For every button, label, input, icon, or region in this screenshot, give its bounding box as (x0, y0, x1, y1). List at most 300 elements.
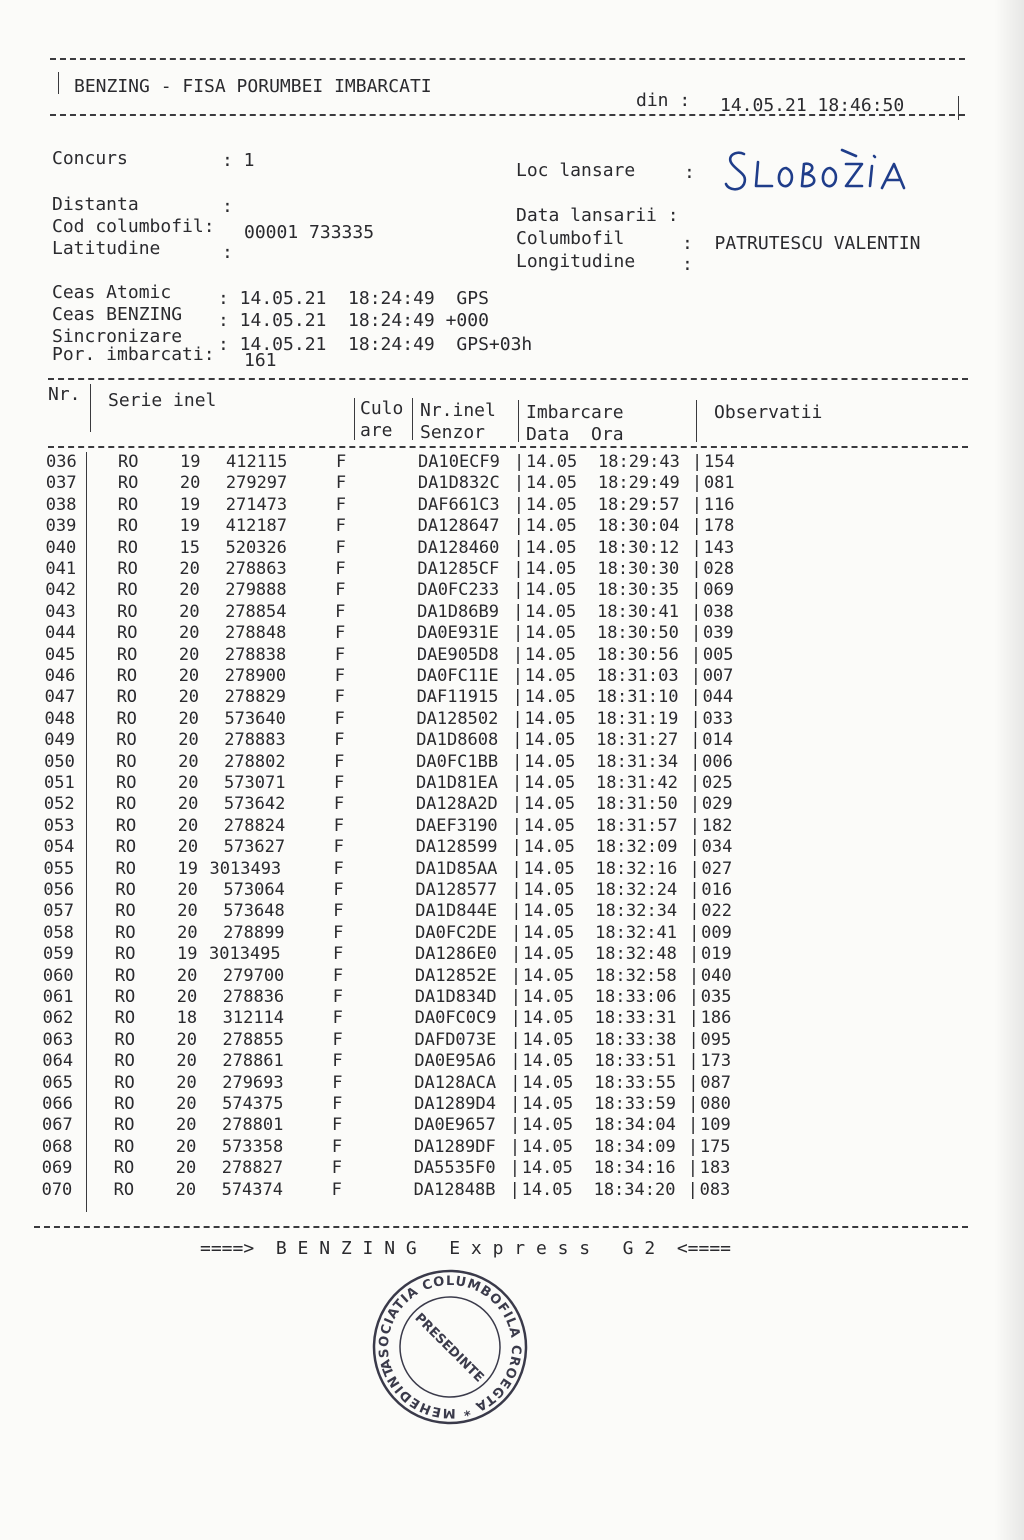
table-row (0, 880, 1024, 901)
row-country: RO (117, 473, 139, 494)
row-time: 18:31:10 (596, 687, 679, 708)
row-sep: | (513, 601, 524, 622)
row-sex: F (332, 1094, 343, 1114)
row-year: 19 (179, 494, 201, 515)
print-datetime: 14.05.21 18:46:50 (720, 95, 905, 116)
row-time: 18:31:34 (596, 751, 679, 772)
row-observatii: 035 (700, 987, 732, 1007)
row-ring: 278836 (222, 987, 285, 1007)
row-sex: F (334, 623, 346, 644)
row-sex: F (333, 944, 344, 965)
row-date: 14.05 (524, 730, 576, 751)
table-row (0, 666, 1024, 687)
row-sep: | (687, 1136, 699, 1157)
row-sep: | (691, 473, 703, 494)
row-country: RO (114, 1094, 135, 1114)
col-sep-nrinel (518, 400, 519, 442)
row-time: 18:31:57 (595, 815, 678, 836)
row-time: 18:31:27 (596, 730, 679, 751)
row-date: 14.05 (523, 944, 575, 965)
table-row (0, 1137, 1024, 1158)
table-row (0, 1073, 1024, 1094)
row-sensor: DA128577 (415, 880, 498, 900)
row-sex: F (336, 452, 347, 472)
row-time: 18:31:50 (595, 794, 678, 815)
row-nr: 048 (44, 708, 76, 729)
row-year: 20 (179, 559, 200, 579)
row-ring: 271473 (225, 494, 288, 515)
row-sep: | (690, 644, 702, 665)
row-sex: F (333, 858, 344, 879)
row-year: 20 (178, 687, 200, 708)
row-sex: F (335, 601, 346, 622)
row-ring: 278824 (223, 815, 286, 836)
ceas-atomic-value: : 14.05.21 18:24:49 GPS (218, 288, 489, 309)
row-ring: 278848 (224, 623, 287, 644)
row-sep: | (511, 858, 522, 879)
row-year: 20 (176, 987, 198, 1007)
row-date: 14.05 (522, 965, 575, 986)
row-sex: F (334, 751, 345, 772)
table-row (0, 559, 1024, 580)
table-row (0, 452, 1024, 473)
row-time: 18:32:41 (595, 922, 678, 943)
row-nr: 058 (43, 922, 74, 943)
row-nr: 056 (43, 880, 75, 900)
row-ring: 3013495 (209, 944, 281, 965)
table-row (0, 1180, 1024, 1201)
row-year: 20 (176, 1051, 197, 1072)
row-time: 18:30:12 (597, 537, 680, 558)
row-observatii: 081 (703, 473, 735, 494)
row-sep: | (511, 837, 522, 858)
row-year: 15 (179, 537, 200, 558)
col-header-nr: Nr. (48, 384, 81, 405)
latitudine-label: Latitudine (52, 238, 161, 259)
row-nr: 045 (44, 644, 76, 665)
row-ring: 278861 (222, 1051, 284, 1072)
row-ring: 573642 (223, 794, 286, 815)
row-time: 18:32:34 (595, 901, 678, 922)
longitudine-label: Longitudine (516, 251, 636, 272)
row-sep: | (691, 537, 702, 558)
row-ring: 573358 (221, 1136, 284, 1157)
row-sep: | (512, 730, 523, 751)
table-bottom-divider (34, 1226, 968, 1228)
row-country: RO (116, 751, 137, 772)
row-year: 20 (177, 922, 198, 943)
row-sep: | (691, 601, 702, 622)
row-sep: | (688, 1008, 699, 1029)
row-sep: | (689, 794, 701, 815)
row-year: 20 (178, 644, 200, 665)
row-observatii: 033 (702, 708, 734, 729)
row-nr: 038 (45, 494, 77, 515)
row-nr: 059 (43, 944, 74, 965)
row-date: 14.05 (522, 987, 574, 1007)
row-observatii: 044 (702, 687, 734, 708)
row-time: 18:34:04 (593, 1115, 676, 1136)
stamp-outer-text: ASOCIATIA COLUMBOFILA CROEGTA * MEHEDINTI (376, 1273, 524, 1421)
table-row (0, 966, 1024, 987)
row-sep: | (687, 1158, 698, 1179)
row-sex: F (335, 516, 346, 537)
row-sep: | (688, 1051, 699, 1072)
row-observatii: 038 (703, 601, 734, 622)
row-sep: | (689, 922, 700, 943)
row-sensor: DA1D834D (414, 987, 497, 1007)
row-sep: | (687, 1179, 698, 1200)
row-ring: 278863 (225, 559, 287, 579)
row-observatii: 019 (701, 944, 732, 965)
columbofil-label: Columbofil (516, 228, 625, 249)
row-sensor: DA128A2D (415, 794, 498, 815)
row-country: RO (118, 452, 139, 472)
row-observatii: 095 (700, 1029, 732, 1050)
loc-lansare-sep: : (684, 162, 695, 183)
row-sensor: DA128ACA (414, 1072, 497, 1093)
row-date: 14.05 (525, 473, 578, 494)
row-nr: 036 (46, 452, 77, 472)
row-sep: | (689, 837, 700, 858)
row-sep: | (692, 452, 703, 472)
table-row (0, 709, 1024, 730)
sincronizare-label: Sincronizare (52, 326, 183, 347)
row-country: RO (114, 987, 136, 1007)
row-sep: | (512, 773, 523, 793)
row-year: 19 (180, 452, 201, 472)
row-country: RO (117, 494, 139, 515)
row-sensor: DA128599 (415, 837, 498, 858)
row-sep: | (510, 1094, 521, 1114)
row-sep: | (511, 880, 522, 900)
row-observatii: 009 (701, 922, 732, 943)
row-time: 18:33:31 (594, 1008, 677, 1029)
row-date: 14.05 (521, 1136, 574, 1157)
row-ring: 279297 (225, 473, 288, 494)
row-date: 14.05 (522, 1051, 574, 1072)
row-year: 20 (177, 901, 198, 922)
row-sensor: DA0FC1BB (416, 751, 499, 772)
row-sep: | (509, 1179, 520, 1200)
row-nr: 054 (43, 837, 75, 858)
por-imbarcati-value: 161 (244, 350, 277, 371)
col-header-culo: Culo (360, 398, 404, 419)
row-observatii: 028 (703, 559, 735, 579)
row-sep: | (691, 494, 702, 515)
row-sex: F (334, 644, 346, 665)
row-sep: | (511, 901, 522, 922)
loc-lansare-label: Loc lansare (516, 160, 636, 181)
row-observatii: 175 (699, 1136, 731, 1157)
row-nr: 067 (41, 1115, 73, 1136)
table-row (0, 1030, 1024, 1051)
row-date: 14.05 (525, 494, 577, 515)
row-ring: 278883 (224, 730, 286, 751)
row-sensor: DA1D8608 (416, 730, 499, 751)
row-time: 18:33:51 (594, 1051, 677, 1072)
row-year: 19 (177, 858, 198, 879)
columbofil-value: : PATRUTESCU VALENTIN (682, 233, 921, 254)
row-country: RO (117, 580, 138, 601)
row-observatii: 029 (701, 794, 733, 815)
row-sex: F (332, 1051, 343, 1072)
row-sensor: DA10ECF9 (418, 452, 500, 472)
top-divider (50, 58, 965, 60)
col-sep-culo (412, 398, 413, 440)
row-sep: | (514, 452, 525, 472)
row-sex: F (333, 901, 344, 922)
table-row (0, 580, 1024, 601)
col-header-senzor: Senzor (420, 422, 486, 443)
row-ring: 278855 (222, 1029, 284, 1050)
row-country: RO (113, 1179, 135, 1200)
row-country: RO (115, 901, 136, 922)
row-time: 18:32:58 (594, 965, 677, 986)
row-sensor: DA1D832C (417, 473, 500, 494)
row-ring: 278802 (224, 751, 286, 772)
row-sex: F (332, 987, 343, 1007)
row-date: 14.05 (525, 559, 577, 579)
row-time: 18:34:16 (593, 1158, 676, 1179)
ceas-benzing-value: : 14.05.21 18:24:49 +000 (218, 310, 489, 331)
row-ring: 573648 (223, 901, 285, 922)
row-nr: 060 (42, 965, 74, 986)
row-ring: 574374 (221, 1179, 283, 1200)
row-observatii: 178 (703, 516, 735, 537)
col-header-nrinel: Nr.inel (420, 400, 496, 421)
row-sep: | (511, 794, 523, 815)
distanta-label: Distanta (52, 194, 139, 215)
row-observatii: 006 (702, 751, 733, 772)
stamp-inner-text: PRESEDINTE (411, 1310, 487, 1386)
row-nr: 057 (43, 901, 74, 922)
row-sep: | (691, 559, 702, 579)
row-sep: | (513, 580, 524, 601)
row-year: 20 (178, 708, 199, 729)
row-date: 14.05 (526, 452, 578, 472)
row-year: 20 (175, 1115, 197, 1136)
row-sensor: DA0FC2DE (415, 922, 498, 943)
row-sensor: DAF661C3 (417, 494, 500, 515)
row-time: 18:32:48 (595, 944, 677, 965)
row-ring: 520326 (225, 537, 287, 558)
table-row (0, 730, 1024, 751)
row-sensor: DA1D86B9 (417, 601, 499, 622)
row-nr: 037 (45, 473, 77, 494)
row-sex: F (331, 1136, 343, 1157)
row-country: RO (113, 1158, 135, 1179)
row-ring: 278827 (221, 1158, 284, 1179)
row-year: 20 (176, 1072, 197, 1093)
table-row (0, 794, 1024, 815)
row-ring: 412115 (226, 452, 288, 472)
row-sep: | (510, 1051, 521, 1072)
table-row (0, 1051, 1024, 1072)
table-row (0, 687, 1024, 708)
table-row (0, 645, 1024, 666)
body-sep-nr (86, 452, 87, 1212)
row-nr: 066 (42, 1094, 73, 1114)
row-sex: F (332, 965, 344, 986)
row-sensor: DA128647 (417, 516, 500, 537)
row-sep: | (691, 580, 702, 601)
row-sep: | (509, 1136, 521, 1157)
table-row (0, 816, 1024, 837)
footer-brand: ====> B E N Z I N G E x p r e s s G 2 <==== (200, 1238, 732, 1259)
row-sex: F (331, 1115, 343, 1136)
row-country: RO (116, 730, 137, 751)
row-date: 14.05 (524, 773, 576, 793)
row-date: 14.05 (525, 537, 577, 558)
row-sensor: DA0FC11E (416, 666, 499, 686)
latitudine-value: : (222, 242, 233, 263)
row-sex: F (333, 794, 345, 815)
row-sensor: DA1289DF (413, 1136, 496, 1157)
row-sensor: DA128502 (416, 708, 499, 729)
row-sensor: DA0E95A6 (414, 1051, 497, 1072)
row-ring: 278838 (224, 644, 287, 665)
row-sex: F (332, 1029, 343, 1050)
row-country: RO (115, 794, 137, 815)
row-time: 18:31:42 (596, 773, 678, 793)
row-year: 20 (178, 666, 200, 686)
row-sex: F (331, 1179, 342, 1200)
row-year: 20 (179, 601, 200, 622)
row-date: 14.05 (522, 1008, 574, 1029)
row-sep: | (689, 815, 701, 836)
row-sensor: DA1D844E (415, 901, 498, 922)
row-ring: 312114 (222, 1008, 285, 1029)
row-year: 20 (176, 1029, 197, 1050)
row-nr: 046 (44, 666, 76, 686)
row-year: 20 (179, 473, 201, 494)
table-row (0, 773, 1024, 794)
row-date: 14.05 (523, 858, 575, 879)
row-sep: | (512, 751, 523, 772)
row-year: 20 (178, 773, 199, 793)
row-observatii: 040 (700, 965, 732, 986)
row-observatii: 027 (701, 858, 733, 879)
row-date: 14.05 (524, 623, 577, 644)
table-row (0, 1008, 1024, 1029)
row-sensor: DA1286E0 (415, 944, 497, 965)
row-nr: 063 (42, 1029, 74, 1050)
row-ring: 278854 (225, 601, 287, 622)
row-sex: F (332, 1072, 343, 1093)
row-sep: | (510, 1029, 521, 1050)
row-sep: | (689, 901, 700, 922)
row-country: RO (116, 666, 138, 686)
row-ring: 574375 (222, 1094, 284, 1114)
row-nr: 055 (43, 858, 75, 879)
row-time: 18:32:24 (595, 880, 678, 900)
row-sep: | (688, 987, 699, 1007)
row-country: RO (116, 773, 137, 793)
cod-columbofil-value: 00001 733335 (244, 222, 375, 243)
row-sep: | (691, 516, 702, 537)
col-header-data-ora: Data Ora (526, 424, 624, 445)
row-sex: F (333, 815, 345, 836)
row-year: 20 (177, 794, 199, 815)
row-time: 18:32:16 (595, 858, 678, 879)
row-sep: | (689, 858, 700, 879)
row-sep: | (512, 623, 524, 644)
table-row (0, 473, 1024, 494)
row-sex: F (333, 880, 344, 900)
table-row (0, 901, 1024, 922)
row-year: 20 (177, 837, 199, 858)
row-time: 18:33:38 (594, 1029, 677, 1050)
cod-columbofil-label: Cod columbofil: (52, 216, 215, 237)
row-date: 14.05 (525, 580, 577, 601)
row-sep: | (513, 494, 524, 515)
row-date: 14.05 (522, 1094, 574, 1114)
table-row (0, 495, 1024, 516)
row-sex: F (332, 1008, 343, 1029)
row-sensor: DA12852E (414, 965, 497, 986)
row-country: RO (114, 1008, 136, 1029)
row-observatii: 022 (701, 901, 732, 922)
row-nr: 047 (44, 687, 76, 708)
table-row (0, 538, 1024, 559)
row-sep: | (689, 944, 700, 965)
row-time: 18:30:41 (597, 601, 679, 622)
row-ring: 573071 (224, 773, 286, 793)
row-time: 18:34:09 (593, 1136, 676, 1157)
row-year: 20 (175, 1158, 197, 1179)
row-sep: | (513, 559, 524, 579)
row-sex: F (331, 1158, 342, 1179)
row-sep: | (512, 666, 523, 686)
row-nr: 069 (41, 1158, 73, 1179)
row-date: 14.05 (523, 815, 575, 836)
row-sex: F (335, 473, 347, 494)
row-sensor: DA5535F0 (413, 1158, 496, 1179)
row-sex: F (335, 537, 346, 558)
row-sensor: DA1D81EA (416, 773, 498, 793)
row-sep: | (510, 987, 521, 1007)
table-row (0, 1158, 1024, 1179)
row-nr: 068 (41, 1136, 73, 1157)
row-country: RO (113, 1115, 135, 1136)
row-sex: F (335, 559, 346, 579)
row-sensor: DA128460 (417, 537, 500, 558)
row-date: 14.05 (525, 516, 577, 537)
row-sep: | (690, 751, 701, 772)
distanta-value: : (222, 196, 233, 217)
row-nr: 070 (41, 1179, 73, 1200)
ceas-atomic-label: Ceas Atomic (52, 282, 172, 303)
row-nr: 043 (45, 601, 76, 622)
table-header-divider (48, 446, 968, 448)
row-observatii: 109 (699, 1115, 731, 1136)
row-observatii: 025 (702, 773, 733, 793)
row-date: 14.05 (522, 1072, 574, 1093)
row-country: RO (117, 537, 138, 558)
table-row (0, 623, 1024, 644)
row-sensor: DA1289D4 (414, 1094, 496, 1114)
row-nr: 051 (44, 773, 75, 793)
row-sep: | (688, 965, 700, 986)
row-sep: | (510, 1072, 521, 1093)
row-nr: 062 (42, 1008, 74, 1029)
row-country: RO (115, 880, 136, 900)
row-sep: | (512, 644, 524, 665)
table-row (0, 944, 1024, 965)
row-sep: | (690, 708, 701, 729)
row-ring: 412187 (225, 516, 288, 537)
